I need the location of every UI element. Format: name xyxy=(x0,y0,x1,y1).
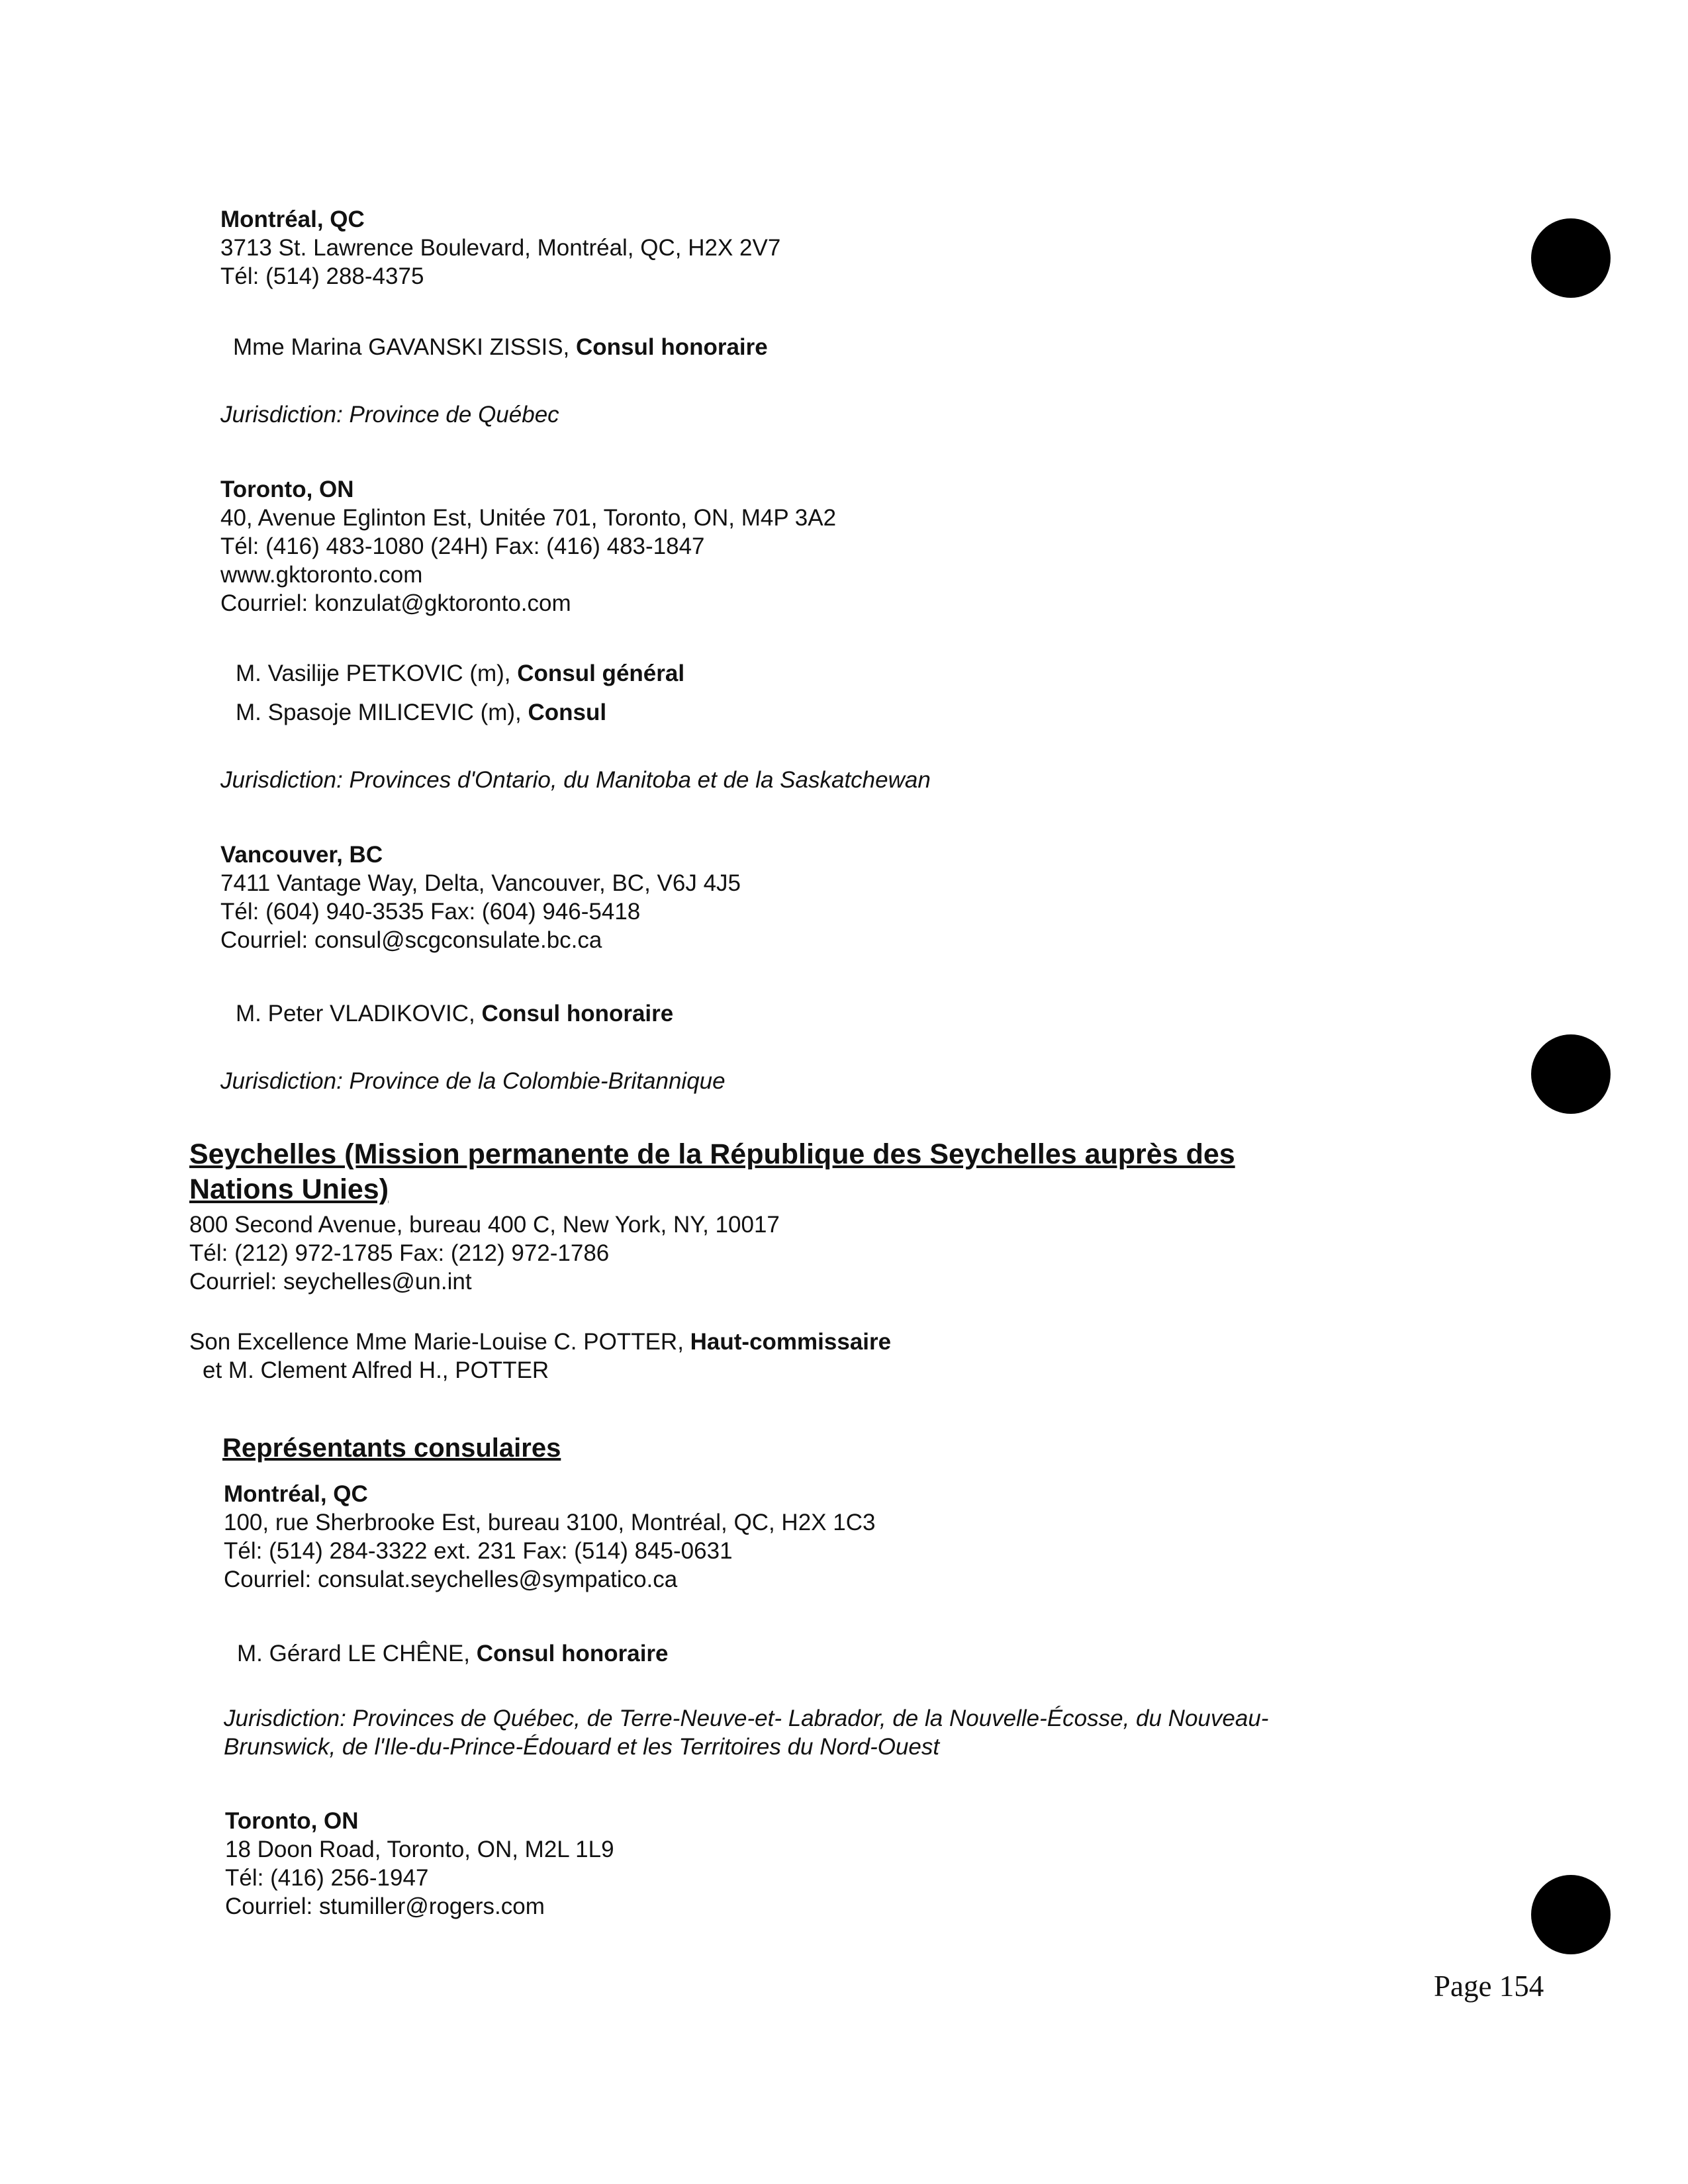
punch-hole-top xyxy=(1531,218,1611,298)
phone-line: Tél: (604) 940-3535 Fax: (604) 946-5418 xyxy=(220,899,641,925)
consul-title: Consul honoraire xyxy=(481,1001,674,1026)
montreal-address-block xyxy=(224,1480,875,1594)
consul-name: M. Vasilije PETKOVIC (m), xyxy=(236,660,518,686)
ambassador-name: Son Excellence Mme Marie-Louise C. POTTER, xyxy=(189,1329,690,1355)
consul-name: M. Spasoje MILICEVIC (m), xyxy=(236,700,528,725)
website-line: www.gktoronto.com xyxy=(220,562,423,588)
phone-line: Tél: (416) 256-1947 xyxy=(225,1865,429,1891)
consul-name: M. Peter VLADIKOVIC, xyxy=(236,1001,482,1026)
city-heading: Montréal, QC xyxy=(220,206,365,232)
address-line: 7411 Vantage Way, Delta, Vancouver, BC, V6J 4J5 xyxy=(220,870,741,896)
mission-address-block xyxy=(189,1210,780,1296)
punch-hole-middle xyxy=(1531,1034,1611,1114)
consul-entry xyxy=(236,698,606,727)
address-line: 18 Doon Road, Toronto, ON, M2L 1L9 xyxy=(225,1837,614,1862)
city-heading: Toronto, ON xyxy=(225,1808,359,1834)
page-number: Page 154 xyxy=(1434,1970,1544,2003)
punch-hole-bottom xyxy=(1531,1875,1611,1954)
consular-heading: Représentants consulaires xyxy=(222,1433,561,1463)
jurisdiction-line: Brunswick, de l'Ile-du-Prince-Édouard et les Territoires du Nord-Ouest xyxy=(224,1734,940,1760)
city-heading: Montréal, QC xyxy=(224,1481,368,1507)
phone-line: Tél: (212) 972-1785 Fax: (212) 972-1786 xyxy=(189,1240,610,1266)
jurisdiction-line: Jurisdiction: Provinces de Québec, de Terre-Neuve-et- Labrador, de la Nouvelle-Écosse, du Nouveau- xyxy=(224,1706,1269,1731)
head-of-mission xyxy=(189,1328,891,1385)
city-heading: Toronto, ON xyxy=(220,477,354,502)
vancouver-address-block xyxy=(220,841,741,954)
consul-entry xyxy=(236,999,673,1028)
jurisdiction-block xyxy=(224,1704,1268,1761)
consul-title: Consul honoraire xyxy=(476,1641,669,1666)
email-line: Courriel: stumiller@rogers.com xyxy=(225,1893,545,1919)
country-heading: Seychelles (Mission permanente de la République des Seychelles auprès des Nations Unies) xyxy=(189,1138,1235,1205)
jurisdiction-line: Jurisdiction: Province de la Colombie-Britannique xyxy=(220,1068,726,1094)
consul-name: Mme Marina GAVANSKI ZISSIS, xyxy=(233,334,576,360)
consul-entry xyxy=(237,1639,669,1668)
montreal-address-block xyxy=(220,205,780,291)
email-line: Courriel: consulat.seychelles@sympatico.ca xyxy=(224,1567,678,1592)
consul-title: Consul honoraire xyxy=(576,334,768,360)
phone-line: Tél: (416) 483-1080 (24H) Fax: (416) 483-1847 xyxy=(220,533,705,559)
email-line: Courriel: seychelles@un.int xyxy=(189,1269,472,1295)
address-line: 100, rue Sherbrooke Est, bureau 3100, Montréal, QC, H2X 1C3 xyxy=(224,1510,876,1535)
phone-line: Tél: (514) 284-3322 ext. 231 Fax: (514) 845-0631 xyxy=(224,1538,733,1564)
consul-entry xyxy=(236,659,684,688)
jurisdiction-line: Jurisdiction: Provinces d'Ontario, du Manitoba et de la Saskatchewan xyxy=(220,767,931,793)
email-line: Courriel: consul@scgconsulate.bc.ca xyxy=(220,927,602,953)
ambassador-title: Haut-commissaire xyxy=(690,1329,892,1355)
address-line: 800 Second Avenue, bureau 400 C, New York, NY, 10017 xyxy=(189,1212,780,1238)
consul-title: Consul xyxy=(528,700,607,725)
email-line: Courriel: konzulat@gktoronto.com xyxy=(220,590,571,616)
toronto-address-block xyxy=(220,475,836,617)
consul-name: M. Gérard LE CHÊNE, xyxy=(237,1641,477,1666)
ambassador-entry xyxy=(189,1328,891,1356)
toronto-address-block xyxy=(225,1807,614,1921)
consul-entry xyxy=(233,333,768,361)
jurisdiction-line: Jurisdiction: Province de Québec xyxy=(220,402,559,428)
address-line: 40, Avenue Eglinton Est, Unitée 701, Toronto, ON, M4P 3A2 xyxy=(220,505,837,531)
spouse-line: et M. Clement Alfred H., POTTER xyxy=(203,1357,549,1383)
phone-line: Tél: (514) 288-4375 xyxy=(220,263,424,289)
city-heading: Vancouver, BC xyxy=(220,842,383,868)
address-line: 3713 St. Lawrence Boulevard, Montréal, QC, H2X 2V7 xyxy=(220,235,781,261)
consul-title: Consul général xyxy=(517,660,685,686)
